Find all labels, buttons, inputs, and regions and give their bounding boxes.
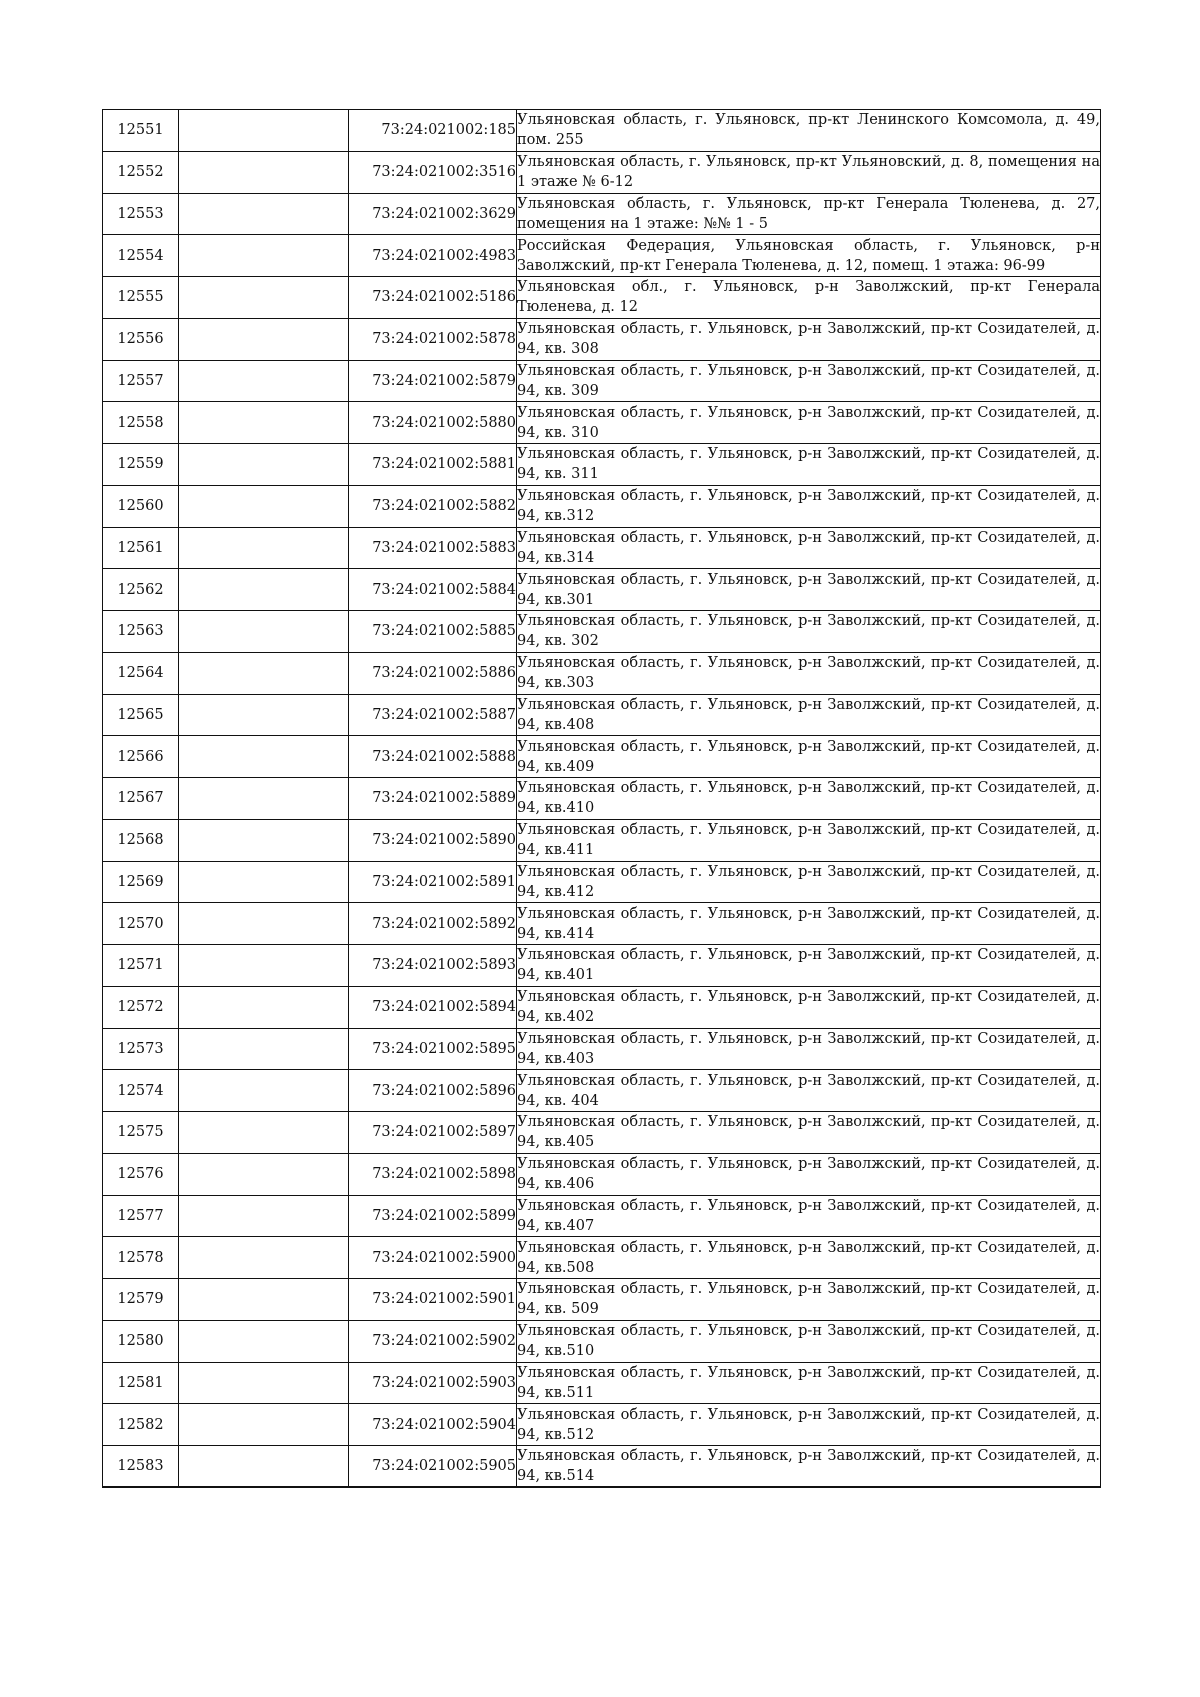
empty-cell bbox=[179, 1195, 349, 1237]
row-number-cell: 12572 bbox=[103, 986, 179, 1028]
row-number-cell: 12579 bbox=[103, 1279, 179, 1321]
empty-cell bbox=[179, 861, 349, 903]
table-row bbox=[103, 1237, 1101, 1279]
empty-cell bbox=[179, 1028, 349, 1070]
empty-cell bbox=[179, 652, 349, 694]
table-row bbox=[103, 945, 1101, 987]
empty-cell bbox=[179, 235, 349, 277]
table-row bbox=[103, 986, 1101, 1028]
row-number-cell: 12566 bbox=[103, 736, 179, 778]
row-number-cell: 12565 bbox=[103, 694, 179, 736]
empty-cell bbox=[179, 151, 349, 193]
table-row bbox=[103, 1195, 1101, 1237]
address-cell: Ульяновская область, г. Ульяновск, р-н Заволжский, пр-кт Созидателей, д. 94, кв.303 bbox=[517, 652, 1101, 694]
row-number-cell: 12560 bbox=[103, 485, 179, 527]
empty-cell bbox=[179, 945, 349, 987]
address-cell: Ульяновская область, г. Ульяновск, р-н Заволжский, пр-кт Созидателей, д. 94, кв.406 bbox=[517, 1153, 1101, 1195]
table-row bbox=[103, 151, 1101, 193]
empty-cell bbox=[179, 1320, 349, 1362]
empty-cell bbox=[179, 527, 349, 569]
table-row bbox=[103, 1028, 1101, 1070]
address-cell: Ульяновская область, г. Ульяновск, р-н Заволжский, пр-кт Созидателей, д. 94, кв. 308 bbox=[517, 318, 1101, 360]
row-number-cell: 12582 bbox=[103, 1404, 179, 1446]
address-cell: Ульяновская область, г. Ульяновск, р-н Заволжский, пр-кт Созидателей, д. 94, кв.409 bbox=[517, 736, 1101, 778]
row-number-cell: 12578 bbox=[103, 1237, 179, 1279]
cadastral-number-cell: 73:24:021002:5885 bbox=[349, 611, 517, 653]
row-number-cell: 12581 bbox=[103, 1362, 179, 1404]
row-number-cell: 12556 bbox=[103, 318, 179, 360]
row-number-cell: 12561 bbox=[103, 527, 179, 569]
address-cell: Ульяновская область, г. Ульяновск, р-н Заволжский, пр-кт Созидателей, д. 94, кв.405 bbox=[517, 1112, 1101, 1154]
address-cell: Ульяновская область, г. Ульяновск, р-н Заволжский, пр-кт Созидателей, д. 94, кв.408 bbox=[517, 694, 1101, 736]
table-row bbox=[103, 903, 1101, 945]
address-cell: Ульяновская обл., г. Ульяновск, р-н Заволжский, пр-кт Генерала Тюленева, д. 12 bbox=[517, 277, 1101, 319]
row-number-cell: 12553 bbox=[103, 193, 179, 235]
empty-cell bbox=[179, 611, 349, 653]
address-cell: Ульяновская область, г. Ульяновск, р-н Заволжский, пр-кт Созидателей, д. 94, кв.301 bbox=[517, 569, 1101, 611]
empty-cell bbox=[179, 444, 349, 486]
registry-table-body bbox=[103, 110, 1101, 1488]
table-row bbox=[103, 1404, 1101, 1446]
cadastral-number-cell: 73:24:021002:3629 bbox=[349, 193, 517, 235]
table-row bbox=[103, 402, 1101, 444]
cadastral-number-cell: 73:24:021002:5884 bbox=[349, 569, 517, 611]
table-row bbox=[103, 318, 1101, 360]
row-number-cell: 12570 bbox=[103, 903, 179, 945]
cadastral-number-cell: 73:24:021002:5893 bbox=[349, 945, 517, 987]
row-number-cell: 12554 bbox=[103, 235, 179, 277]
cadastral-number-cell: 73:24:021002:5881 bbox=[349, 444, 517, 486]
empty-cell bbox=[179, 1237, 349, 1279]
cadastral-number-cell: 73:24:021002:5902 bbox=[349, 1320, 517, 1362]
row-number-cell: 12576 bbox=[103, 1153, 179, 1195]
table-row bbox=[103, 778, 1101, 820]
table-row bbox=[103, 861, 1101, 903]
table-row bbox=[103, 193, 1101, 235]
address-cell: Ульяновская область, г. Ульяновск, р-н Заволжский, пр-кт Созидателей, д. 94, кв.402 bbox=[517, 986, 1101, 1028]
empty-cell bbox=[179, 318, 349, 360]
cadastral-number-cell: 73:24:021002:5899 bbox=[349, 1195, 517, 1237]
empty-cell bbox=[179, 277, 349, 319]
empty-cell bbox=[179, 736, 349, 778]
address-cell: Ульяновская область, г. Ульяновск, р-н Заволжский, пр-кт Созидателей, д. 94, кв.411 bbox=[517, 819, 1101, 861]
empty-cell bbox=[179, 569, 349, 611]
empty-cell bbox=[179, 1112, 349, 1154]
address-cell: Ульяновская область, г. Ульяновск, р-н Заволжский, пр-кт Созидателей, д. 94, кв.314 bbox=[517, 527, 1101, 569]
cadastral-number-cell: 73:24:021002:5900 bbox=[349, 1237, 517, 1279]
table-row bbox=[103, 360, 1101, 402]
table-row bbox=[103, 652, 1101, 694]
cadastral-number-cell: 73:24:021002:5892 bbox=[349, 903, 517, 945]
table-row bbox=[103, 819, 1101, 861]
address-cell: Ульяновская область, г. Ульяновск, р-н Заволжский, пр-кт Созидателей, д. 94, кв.514 bbox=[517, 1446, 1101, 1488]
table-row bbox=[103, 694, 1101, 736]
empty-cell bbox=[179, 694, 349, 736]
table-row bbox=[103, 611, 1101, 653]
empty-cell bbox=[179, 986, 349, 1028]
row-number-cell: 12564 bbox=[103, 652, 179, 694]
address-cell: Ульяновская область, г. Ульяновск, пр-кт Ленинского Комсомола, д. 49, пом. 255 bbox=[517, 110, 1101, 152]
address-cell: Ульяновская область, г. Ульяновск, р-н Заволжский, пр-кт Созидателей, д. 94, кв.312 bbox=[517, 485, 1101, 527]
address-cell: Ульяновская область, г. Ульяновск, пр-кт Генерала Тюленева, д. 27, помещения на 1 этаже: №№ 1 - 5 bbox=[517, 193, 1101, 235]
table-row bbox=[103, 569, 1101, 611]
address-cell: Российская Федерация, Ульяновская область, г. Ульяновск, р-н Заволжский, пр-кт Генерала Тюленева, д. 12, помещ. 1 этажа: 96-99 bbox=[517, 235, 1101, 277]
row-number-cell: 12580 bbox=[103, 1320, 179, 1362]
table-row bbox=[103, 1279, 1101, 1321]
address-cell: Ульяновская область, г. Ульяновск, р-н Заволжский, пр-кт Созидателей, д. 94, кв. 310 bbox=[517, 402, 1101, 444]
row-number-cell: 12552 bbox=[103, 151, 179, 193]
row-number-cell: 12568 bbox=[103, 819, 179, 861]
empty-cell bbox=[179, 819, 349, 861]
empty-cell bbox=[179, 402, 349, 444]
cadastral-number-cell: 73:24:021002:5186 bbox=[349, 277, 517, 319]
row-number-cell: 12563 bbox=[103, 611, 179, 653]
cadastral-number-cell: 73:24:021002:5883 bbox=[349, 527, 517, 569]
table-row bbox=[103, 1362, 1101, 1404]
empty-cell bbox=[179, 903, 349, 945]
row-number-cell: 12558 bbox=[103, 402, 179, 444]
address-cell: Ульяновская область, г. Ульяновск, р-н Заволжский, пр-кт Созидателей, д. 94, кв.410 bbox=[517, 778, 1101, 820]
address-cell: Ульяновская область, г. Ульяновск, пр-кт Ульяновский, д. 8, помещения на 1 этаже № 6-12 bbox=[517, 151, 1101, 193]
cadastral-number-cell: 73:24:021002:5887 bbox=[349, 694, 517, 736]
empty-cell bbox=[179, 1279, 349, 1321]
cadastral-number-cell: 73:24:021002:5898 bbox=[349, 1153, 517, 1195]
empty-cell bbox=[179, 778, 349, 820]
empty-cell bbox=[179, 485, 349, 527]
row-number-cell: 12569 bbox=[103, 861, 179, 903]
cadastral-number-cell: 73:24:021002:5896 bbox=[349, 1070, 517, 1112]
row-number-cell: 12559 bbox=[103, 444, 179, 486]
cadastral-number-cell: 73:24:021002:5901 bbox=[349, 1279, 517, 1321]
cadastral-number-cell: 73:24:021002:5879 bbox=[349, 360, 517, 402]
address-cell: Ульяновская область, г. Ульяновск, р-н Заволжский, пр-кт Созидателей, д. 94, кв. 311 bbox=[517, 444, 1101, 486]
address-cell: Ульяновская область, г. Ульяновск, р-н Заволжский, пр-кт Созидателей, д. 94, кв.510 bbox=[517, 1320, 1101, 1362]
address-cell: Ульяновская область, г. Ульяновск, р-н Заволжский, пр-кт Созидателей, д. 94, кв. 509 bbox=[517, 1279, 1101, 1321]
cadastral-number-cell: 73:24:021002:5880 bbox=[349, 402, 517, 444]
table-row bbox=[103, 485, 1101, 527]
address-cell: Ульяновская область, г. Ульяновск, р-н Заволжский, пр-кт Созидателей, д. 94, кв.512 bbox=[517, 1404, 1101, 1446]
row-number-cell: 12577 bbox=[103, 1195, 179, 1237]
table-row bbox=[103, 110, 1101, 152]
table-row bbox=[103, 444, 1101, 486]
row-number-cell: 12557 bbox=[103, 360, 179, 402]
empty-cell bbox=[179, 110, 349, 152]
table-row bbox=[103, 1446, 1101, 1488]
cadastral-number-cell: 73:24:021002:5897 bbox=[349, 1112, 517, 1154]
cadastral-number-cell: 73:24:021002:3516 bbox=[349, 151, 517, 193]
row-number-cell: 12562 bbox=[103, 569, 179, 611]
empty-cell bbox=[179, 1446, 349, 1488]
cadastral-number-cell: 73:24:021002:5904 bbox=[349, 1404, 517, 1446]
cadastral-number-cell: 73:24:021002:5889 bbox=[349, 778, 517, 820]
empty-cell bbox=[179, 1362, 349, 1404]
table-row bbox=[103, 235, 1101, 277]
cadastral-number-cell: 73:24:021002:5891 bbox=[349, 861, 517, 903]
row-number-cell: 12571 bbox=[103, 945, 179, 987]
table-row bbox=[103, 1112, 1101, 1154]
row-number-cell: 12551 bbox=[103, 110, 179, 152]
address-cell: Ульяновская область, г. Ульяновск, р-н Заволжский, пр-кт Созидателей, д. 94, кв.407 bbox=[517, 1195, 1101, 1237]
cadastral-number-cell: 73:24:021002:5903 bbox=[349, 1362, 517, 1404]
table-row bbox=[103, 277, 1101, 319]
address-cell: Ульяновская область, г. Ульяновск, р-н Заволжский, пр-кт Созидателей, д. 94, кв.401 bbox=[517, 945, 1101, 987]
table-row bbox=[103, 736, 1101, 778]
row-number-cell: 12574 bbox=[103, 1070, 179, 1112]
empty-cell bbox=[179, 1070, 349, 1112]
cadastral-number-cell: 73:24:021002:5894 bbox=[349, 986, 517, 1028]
empty-cell bbox=[179, 193, 349, 235]
cadastral-number-cell: 73:24:021002:185 bbox=[349, 110, 517, 152]
cadastral-number-cell: 73:24:021002:5895 bbox=[349, 1028, 517, 1070]
address-cell: Ульяновская область, г. Ульяновск, р-н Заволжский, пр-кт Созидателей, д. 94, кв. 302 bbox=[517, 611, 1101, 653]
address-cell: Ульяновская область, г. Ульяновск, р-н Заволжский, пр-кт Созидателей, д. 94, кв.508 bbox=[517, 1237, 1101, 1279]
empty-cell bbox=[179, 1153, 349, 1195]
empty-cell bbox=[179, 360, 349, 402]
table-row bbox=[103, 527, 1101, 569]
table-row bbox=[103, 1153, 1101, 1195]
address-cell: Ульяновская область, г. Ульяновск, р-н Заволжский, пр-кт Созидателей, д. 94, кв. 309 bbox=[517, 360, 1101, 402]
cadastral-number-cell: 73:24:021002:5890 bbox=[349, 819, 517, 861]
cadastral-number-cell: 73:24:021002:5888 bbox=[349, 736, 517, 778]
row-number-cell: 12573 bbox=[103, 1028, 179, 1070]
row-number-cell: 12575 bbox=[103, 1112, 179, 1154]
address-cell: Ульяновская область, г. Ульяновск, р-н Заволжский, пр-кт Созидателей, д. 94, кв.412 bbox=[517, 861, 1101, 903]
cadastral-number-cell: 73:24:021002:5905 bbox=[349, 1446, 517, 1488]
row-number-cell: 12583 bbox=[103, 1446, 179, 1488]
cadastral-number-cell: 73:24:021002:4983 bbox=[349, 235, 517, 277]
table-row bbox=[103, 1070, 1101, 1112]
row-number-cell: 12555 bbox=[103, 277, 179, 319]
cadastral-number-cell: 73:24:021002:5882 bbox=[349, 485, 517, 527]
empty-cell bbox=[179, 1404, 349, 1446]
address-cell: Ульяновская область, г. Ульяновск, р-н Заволжский, пр-кт Созидателей, д. 94, кв.511 bbox=[517, 1362, 1101, 1404]
cadastral-number-cell: 73:24:021002:5878 bbox=[349, 318, 517, 360]
address-cell: Ульяновская область, г. Ульяновск, р-н Заволжский, пр-кт Созидателей, д. 94, кв. 404 bbox=[517, 1070, 1101, 1112]
address-cell: Ульяновская область, г. Ульяновск, р-н Заволжский, пр-кт Созидателей, д. 94, кв.414 bbox=[517, 903, 1101, 945]
property-registry-table bbox=[102, 109, 1101, 1488]
cadastral-number-cell: 73:24:021002:5886 bbox=[349, 652, 517, 694]
table-row bbox=[103, 1320, 1101, 1362]
row-number-cell: 12567 bbox=[103, 778, 179, 820]
address-cell: Ульяновская область, г. Ульяновск, р-н Заволжский, пр-кт Созидателей, д. 94, кв.403 bbox=[517, 1028, 1101, 1070]
